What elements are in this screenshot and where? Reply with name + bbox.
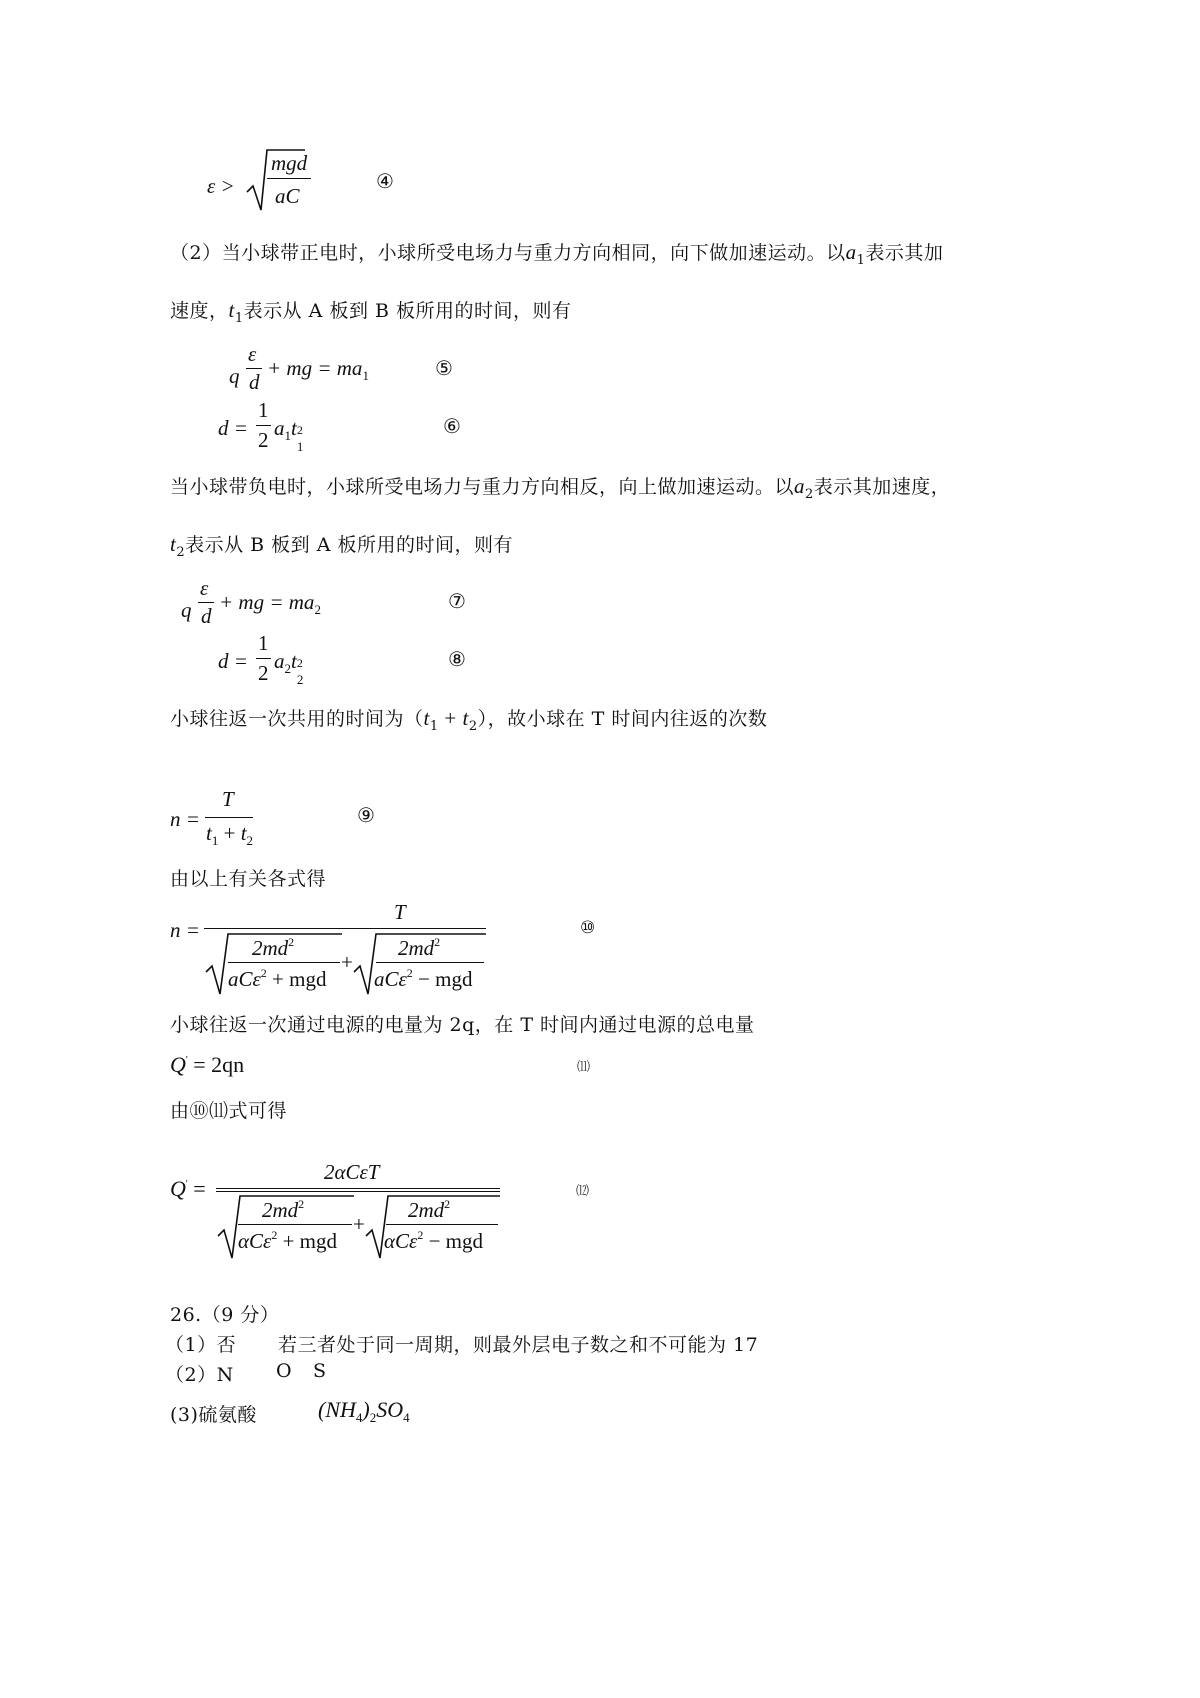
- equation-11: Q' = 2qn: [170, 1052, 245, 1077]
- eq4-lhs: ε >: [207, 174, 235, 198]
- q26-line2-c: S: [313, 1360, 327, 1382]
- eq4-den: aC: [275, 184, 300, 208]
- q26-line2-a: （2）N: [165, 1364, 234, 1386]
- eq11-tag: ⑾: [577, 1060, 591, 1075]
- q26-line2-b: O: [276, 1360, 293, 1382]
- paragraph-positive-charge-line1: （2）当小球带正电时，小球所受电场力与重力方向相同，向下做加速运动。以$a_1$表示其加: [170, 240, 944, 268]
- q26-line1-a: （1）否: [165, 1334, 237, 1356]
- paragraph-negative-charge-line1: 当小球带负电时，小球所受电场力与重力方向相反，向上做加速运动。以$a_2$表示其加速度，: [170, 474, 951, 502]
- paragraph-negative-charge-line2: $t_2$表示从 B 板到 A 板所用的时间，则有: [170, 532, 513, 560]
- paragraph-positive-charge-line2: 速度，$t_1$表示从 A 板到 B 板所用的时间，则有: [170, 298, 572, 326]
- eq4-num: mgd: [271, 151, 308, 175]
- paragraph-derive: 由以上有关各式得: [170, 868, 327, 890]
- q26-line3-a: (3)硫氨酸: [170, 1404, 257, 1426]
- eq4-tag: ④: [376, 169, 394, 193]
- paragraph-from-10-11: 由⑩⑾式可得: [170, 1100, 288, 1122]
- eq12-tag: ⑿: [576, 1184, 590, 1199]
- eq6-tag: ⑥: [443, 414, 461, 438]
- eq9-tag: ⑨: [357, 803, 375, 827]
- paragraph-charge: 小球往返一次通过电源的电量为 2q，在 T 时间内通过电源的总电量: [170, 1014, 755, 1036]
- q26-line1-b: 若三者处于同一周期，则最外层电子数之和不可能为 17: [278, 1334, 759, 1356]
- q26-formula: $(NH_4)_2SO_4$: [318, 1397, 410, 1425]
- eq10-tag: ⑩: [580, 918, 596, 938]
- paragraph-round-trip: 小球往返一次共用的时间为$(t_1 + t_2)$，故小球在 T 时间内往返的次数: [170, 706, 768, 734]
- eq5-tag: ⑤: [435, 356, 453, 380]
- eq8-tag: ⑧: [448, 647, 466, 671]
- eq7-tag: ⑦: [448, 589, 466, 613]
- q26-title: 26.（9 分）: [170, 1304, 280, 1326]
